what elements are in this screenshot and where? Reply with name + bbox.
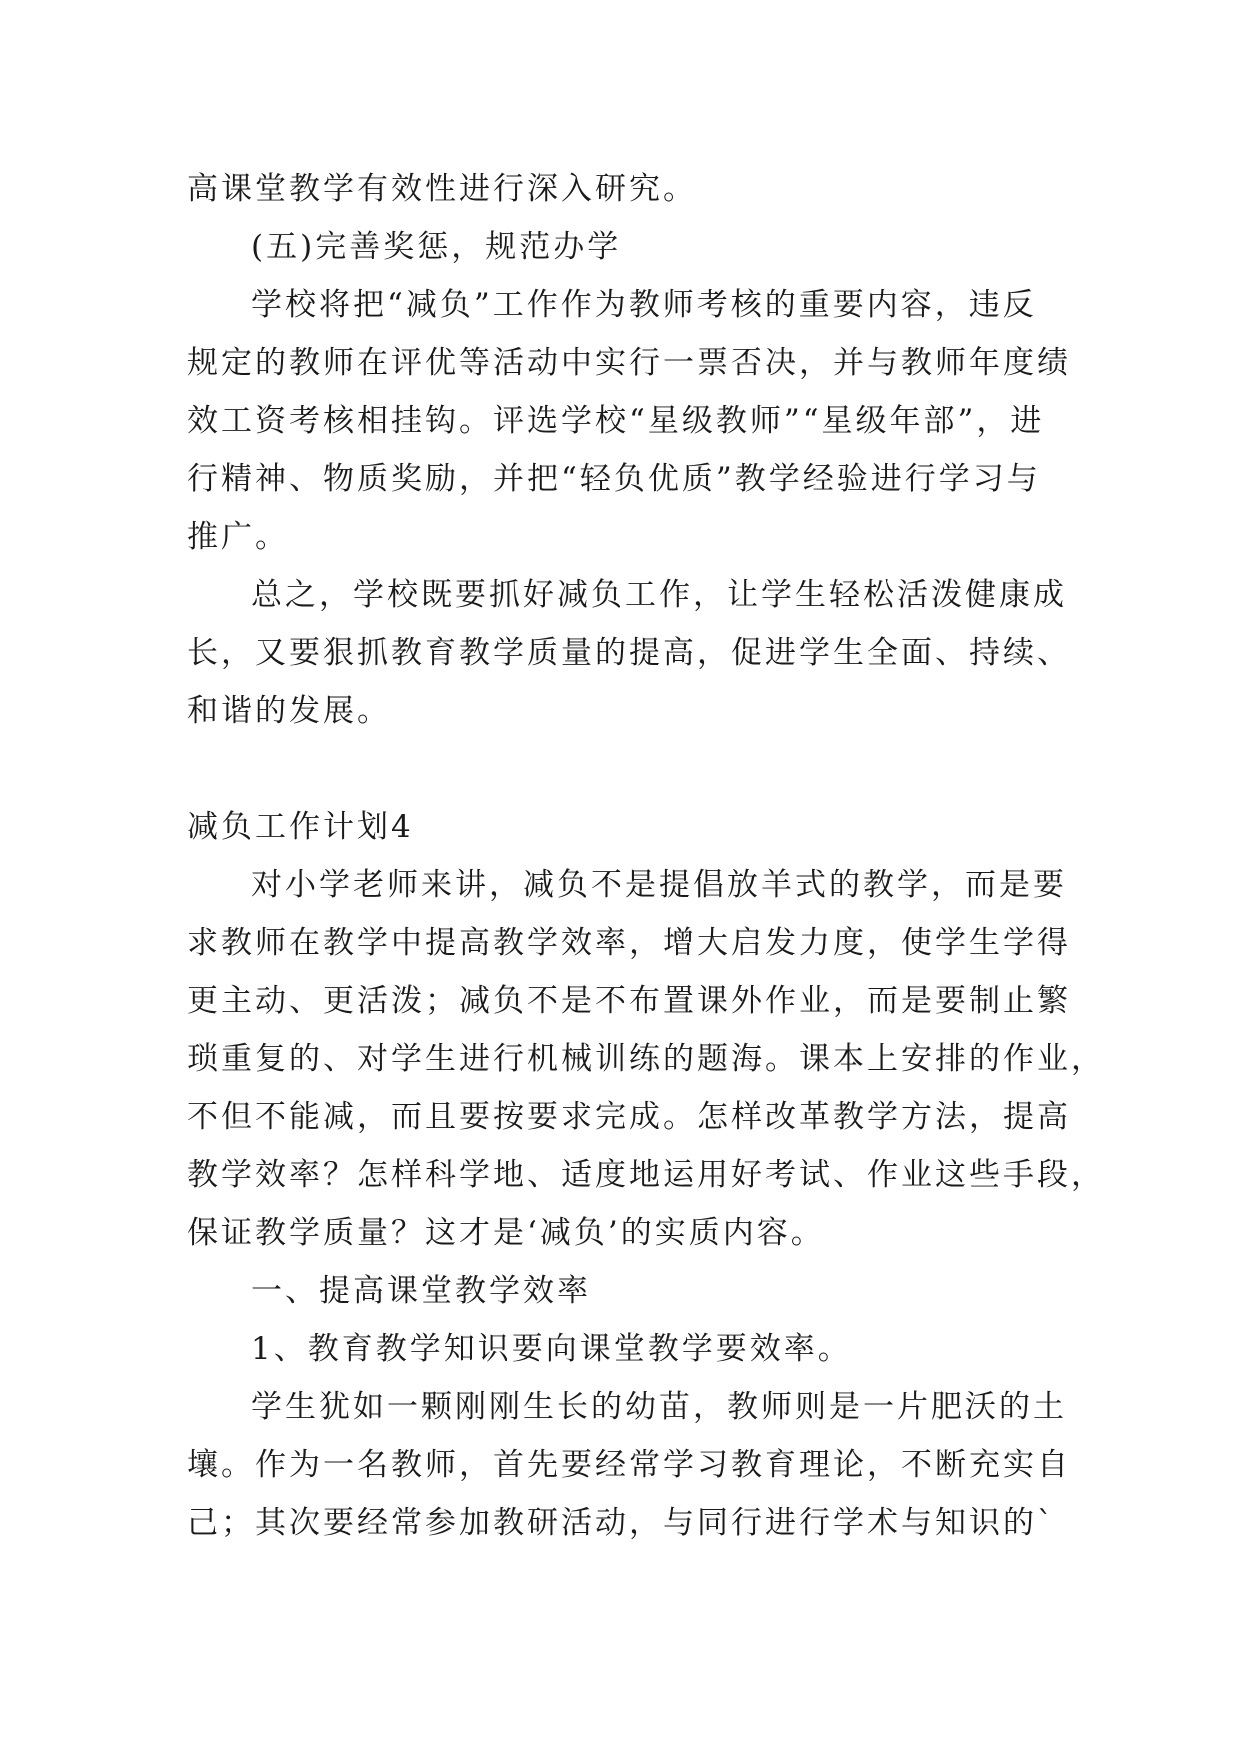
text-line: 求教师在教学中提高教学效率，增大启发力度，使学生学得 — [187, 925, 1071, 961]
text-line: 总之，学校既要抓好减负工作，让学生轻松活泼健康成 — [251, 577, 1067, 613]
text-line: 保证教学质量？这才是‘减负’的实质内容。 — [187, 1215, 825, 1251]
text-line: 不但不能减，而且要按要求完成。怎样改革教学方法，提高 — [187, 1099, 1071, 1135]
subheading-five: (五)完善奖惩，规范办学 — [251, 229, 622, 265]
text-line: 和谐的发展。 — [187, 693, 391, 729]
text-line: 高课堂教学有效性进行深入研究。 — [187, 171, 697, 207]
text-line: 琐重复的、对学生进行机械训练的题海。课本上安排的作业， — [187, 1041, 1105, 1077]
text-line: 规定的教师在评优等活动中实行一票否决，并与教师年度绩 — [187, 345, 1071, 381]
list-item-1: 1、教育教学知识要向课堂教学要效率。 — [251, 1331, 852, 1367]
text-line: 对小学老师来讲，减负不是提倡放羊式的教学，而是要 — [251, 867, 1067, 903]
subheading-one: 一、提高课堂教学效率 — [251, 1273, 591, 1309]
text-line: 教学效率？怎样科学地、适度地运用好考试、作业这些手段， — [187, 1157, 1105, 1193]
text-line: 壤。作为一名教师，首先要经常学习教育理论，不断充实自 — [187, 1447, 1071, 1483]
text-line: 行精神、物质奖励，并把“轻负优质”教学经验进行学习与 — [187, 461, 1041, 497]
text-line: 长，又要狠抓教育教学质量的提高，促进学生全面、持续、 — [187, 635, 1071, 671]
document-body — [187, 160, 1105, 1552]
text-line: 学生犹如一颗刚刚生长的幼苗，教师则是一片肥沃的土 — [251, 1389, 1067, 1425]
text-line: 更主动、更活泼；减负不是不布置课外作业，而是要制止繁 — [187, 983, 1071, 1019]
text-line: 效工资考核相挂钩。评选学校“星级教师”“星级年部”，进 — [187, 403, 1045, 439]
text-line: 学校将把“减负”工作作为教师考核的重要内容，违反 — [251, 287, 1037, 323]
text-line: 推广。 — [187, 519, 289, 555]
section-title: 减负工作计划4 — [187, 809, 414, 845]
paragraph-summary — [187, 566, 1071, 740]
paragraph-student — [187, 1378, 1071, 1552]
paragraph-intro — [187, 856, 1105, 1262]
text-line: 己；其次要经常参加教研活动，与同行进行学术与知识的` — [187, 1505, 1056, 1541]
paragraph-reward-punishment — [187, 276, 1071, 566]
